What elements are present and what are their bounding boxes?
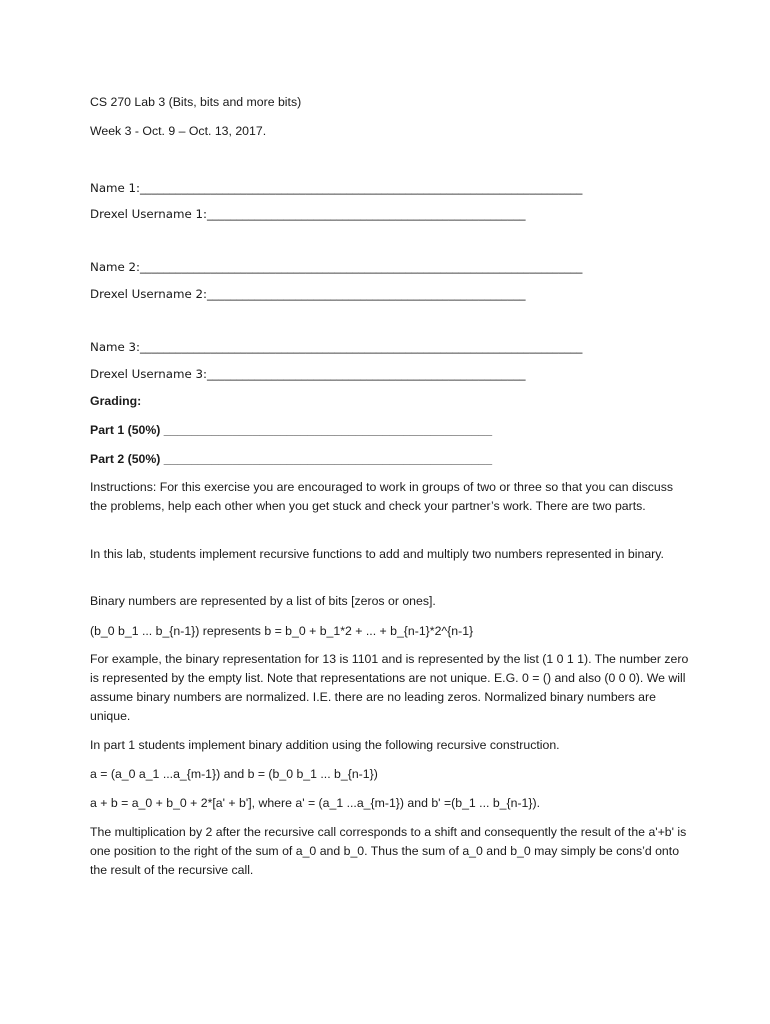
part-1-paragraph: In part 1 students implement binary addition using the following recursive construction. bbox=[90, 738, 560, 752]
username-1-field: Drexel Username 1:______________________________________________________ bbox=[90, 207, 526, 221]
name-3-field: Name 3:___________________________________________________________________________ bbox=[90, 340, 583, 354]
example-paragraph: For example, the binary representation for 13 is 1101 and is represented by the list (1 0 1 1). The number zero is represented by the empty list. Note that representations are not unique. E.G. 0 = () and also (0 0 0). We will assume binary numbers are normalized. I.E. there are no leading zeros. Normalized binary numbers are unique. bbox=[90, 652, 689, 723]
username-2-field: Drexel Username 2:______________________________________________________ bbox=[90, 287, 526, 301]
username-3-field: Drexel Username 3:______________________________________________________ bbox=[90, 367, 526, 381]
grading-part-2: Part 2 (50%) ________________________________________________ bbox=[90, 452, 493, 466]
lab-title: CS 270 Lab 3 (Bits, bits and more bits) bbox=[90, 95, 302, 109]
name-2-field: Name 2:___________________________________________________________________________ bbox=[90, 260, 583, 274]
grading-part-1: Part 1 (50%) ________________________________________________ bbox=[90, 423, 493, 437]
binary-formula: (b_0 b_1 ... b_{n-1}) represents b = b_0 + b_1*2 + ... + b_{n-1}*2^{n-1} bbox=[90, 624, 474, 638]
instructions-paragraph: Instructions: For this exercise you are encouraged to work in groups of two or three so that you can discuss the problems, help each other when you get stuck and check your partner’s work. There are two parts. bbox=[90, 480, 674, 513]
multiplication-paragraph: The multiplication by 2 after the recursive call corresponds to a shift and consequently the result of the a'+b' is one position to the right of the sum of a_0 and b_0. Thus the sum of a_0 and b_0 may simply be cons’d onto the result of the recursive call. bbox=[90, 825, 687, 877]
definition-formula: a = (a_0 a_1 ...a_{m-1}) and b = (b_0 b_1 ... b_{n-1}) bbox=[90, 767, 378, 781]
week-line: Week 3 - Oct. 9 – Oct. 13, 2017. bbox=[90, 124, 267, 138]
name-1-field: Name 1:___________________________________________________________________________ bbox=[90, 181, 583, 195]
addition-formula: a + b = a_0 + b_0 + 2*[a' + b'], where a' = (a_1 ...a_{m-1}) and b' =(b_1 ... b_{n-1}). bbox=[90, 796, 541, 810]
grading-heading: Grading: bbox=[90, 394, 142, 408]
binary-representation-paragraph: Binary numbers are represented by a list of bits [zeros or ones]. bbox=[90, 594, 436, 608]
intro-paragraph: In this lab, students implement recursive functions to add and multiply two numbers represented in binary. bbox=[90, 547, 664, 561]
